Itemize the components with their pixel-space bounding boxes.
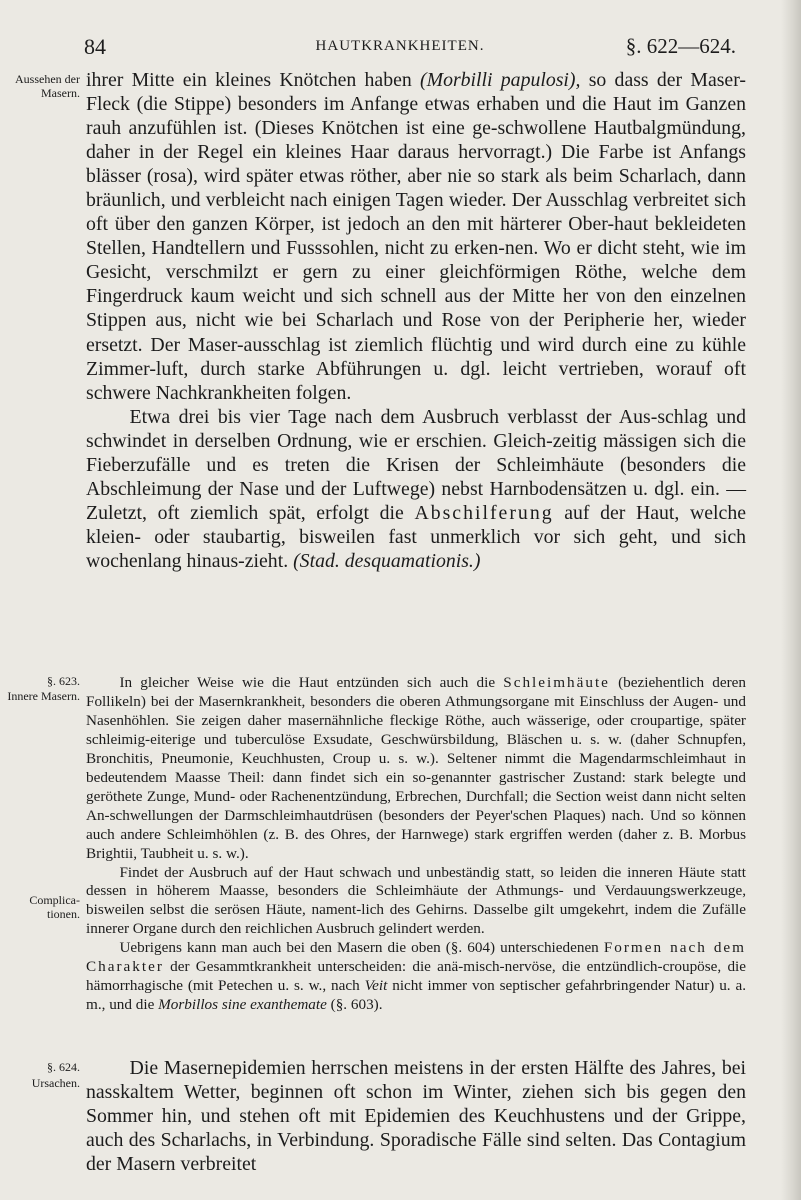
section-624-text	[86, 1056, 746, 1176]
margin-note-section-623: §. 623.	[47, 674, 80, 688]
scan-edge	[781, 0, 801, 1200]
paragraph-formen: Uebrigens kann man auch bei den Masern die oben (§. 604) unterschiedenen Formen nach dem Charakter der Gesammtkrankheit unterscheiden: die anä-misch-nervöse, die entzündlich-croupöse, die hämorrhagische (mit Petechen u. s. w., nach Veit nicht immer von septischer gefahrbringender Natur) u. a. m., und die Morbillos sine exanthemate (§. 603).	[86, 939, 746, 1014]
running-header	[30, 34, 770, 58]
paragraph-abschilferung: Etwa drei bis vier Tage nach dem Ausbruch verblasst der Aus-schlag und schwindet in derselben Ordnung, wie er erschien. Gleich-zeitig mässigen sich die Fieberzufälle und es treten die Krisen der Schleimhäute (besonders die Abschleimung der Nase und der Luftwege) nebst Harnbodensätzen u. dgl. ein. — Zuletzt, oft ziemlich spät, erfolgt die Abschilferung auf der Haut, welche kleien- oder staubartig, bisweilen fast unmerklich vor sich geht, und sich wochenlang hinaus-zieht. (Stad. desquamationis.)	[86, 405, 746, 572]
page-number: 84	[84, 34, 106, 59]
running-title: HAUTKRANKHEITEN.	[315, 38, 485, 54]
paragraph-aussehen: ihrer Mitte ein kleines Knötchen haben (Morbilli papulosi), so dass der Maser-Fleck (die Stippe) besonders im Anfange etwas erhaben und die Haut im Ganzen rauh anzufühlen ist. (Dieses Knötchen ist eine ge-schwollene Hautbalgmündung, daher in der Regel ein kleines Haar daraus hervorragt.) Die Farbe ist Anfangs blässer (rosa), wird später etwas röther, aber nie so stark als beim Scharlach, dann bräunlich, und verbleicht nach einigen Tagen wieder. Der Ausschlag verbreitet sich oft über den ganzen Körper, ist jedoch an den mit härterer Ober-haut bekleideten Stellen, Handtellern und Fusssohlen, nicht zu erken-nen. Wo er dicht steht, wie im Gesicht, verschmilzt er gern zu einer gleichförmigen Röthe, welche dem Fingerdruck kaum weicht und sich schnell aus der Mitte her von den einzelnen Stippen aus, nicht wie bei Scharlach und Rose von der Peripherie her, wieder ersetzt. Der Maser-ausschlag ist ziemlich flüchtig und wird durch eine zu kühle Zimmer-luft, durch starke Abführungen u. dgl. leicht vertrieben, worauf oft schwere Nachkrankheiten folgen.	[86, 69, 746, 404]
margin-note-section-624: §. 624.	[47, 1060, 80, 1074]
section-622-text	[86, 68, 746, 573]
margin-note-complicationen: Complica-tionen.	[29, 893, 80, 921]
margin-note-ursachen: Ursachen.	[31, 1076, 80, 1090]
paragraph-ursachen: Die Masernepidemien herrschen meistens in der ersten Hälfte des Jahres, bei nasskaltem Wetter, beginnen oft schon im Winter, ziehen sich bis gegen den Sommer hin, und stehen oft mit Epidemien des Keuchhustens und der Grippe, auch des Scharlachs, in Verbindung. Sporadische Fälle sind selten. Das Contagium der Masern verbreitet	[86, 1057, 746, 1176]
margin-note-aussehen: Aussehen der Masern.	[15, 72, 80, 100]
section-range: §. 622—624.	[625, 34, 736, 58]
margin-note-innere-masern: Innere Masern.	[7, 689, 80, 703]
paragraph-complicationen: Findet der Ausbruch auf der Haut schwach und unbeständig statt, so leiden die inneren Häute statt dessen in höherem Maasse, besonders die Schleimhäute der Athmungs- und Verdauungswerkzeuge, bisweilen selbst die serösen Häute, nament-lich des Gehirns. Dasselbe gilt umgekehrt, indem die Zufälle innerer Organe durch den reichlichen Ausbruch gelindert werden.	[86, 863, 746, 938]
paragraph-innere-masern: In gleicher Weise wie die Haut entzünden sich auch die Schleimhäute (beziehentlich deren Follikeln) bei der Masernkrankheit, besonders die oberen Athmungsorgane mit Einschluss der Augen- und Nasenhöhlen. Sie zeigen daher masernähnliche fleckige Röthe, auch wässerige, oder croupartige, später schleimig-eiterige und tuberculöse Exsudate, Geschwürsbildung, Bläschen u. s. w. (daher Schnupfen, Bronchitis, Pneumonie, Keuchhusten, Croup u. s. w.). Seltener nimmt die Magendarmschleimhaut in bedeutendem Maasse Theil: dann findet sich ein so-genannter gastrischer Zustand: stark belegte und geröthete Zunge, Mund- oder Rachenentzündung, Erbrechen, Durchfall; die Section weist dann nicht selten An-schwellungen der Darmschleimhautdrüsen (besonders der Peyer'schen Plaques) nach. Und so können auch andere Schleimhöhlen (z. B. des Ohres, der Harnwege) stark ergriffen werden (daher z. B. Morbus Brightii, Taubheit u. s. w.).	[86, 674, 747, 862]
section-623-text	[86, 674, 746, 1015]
